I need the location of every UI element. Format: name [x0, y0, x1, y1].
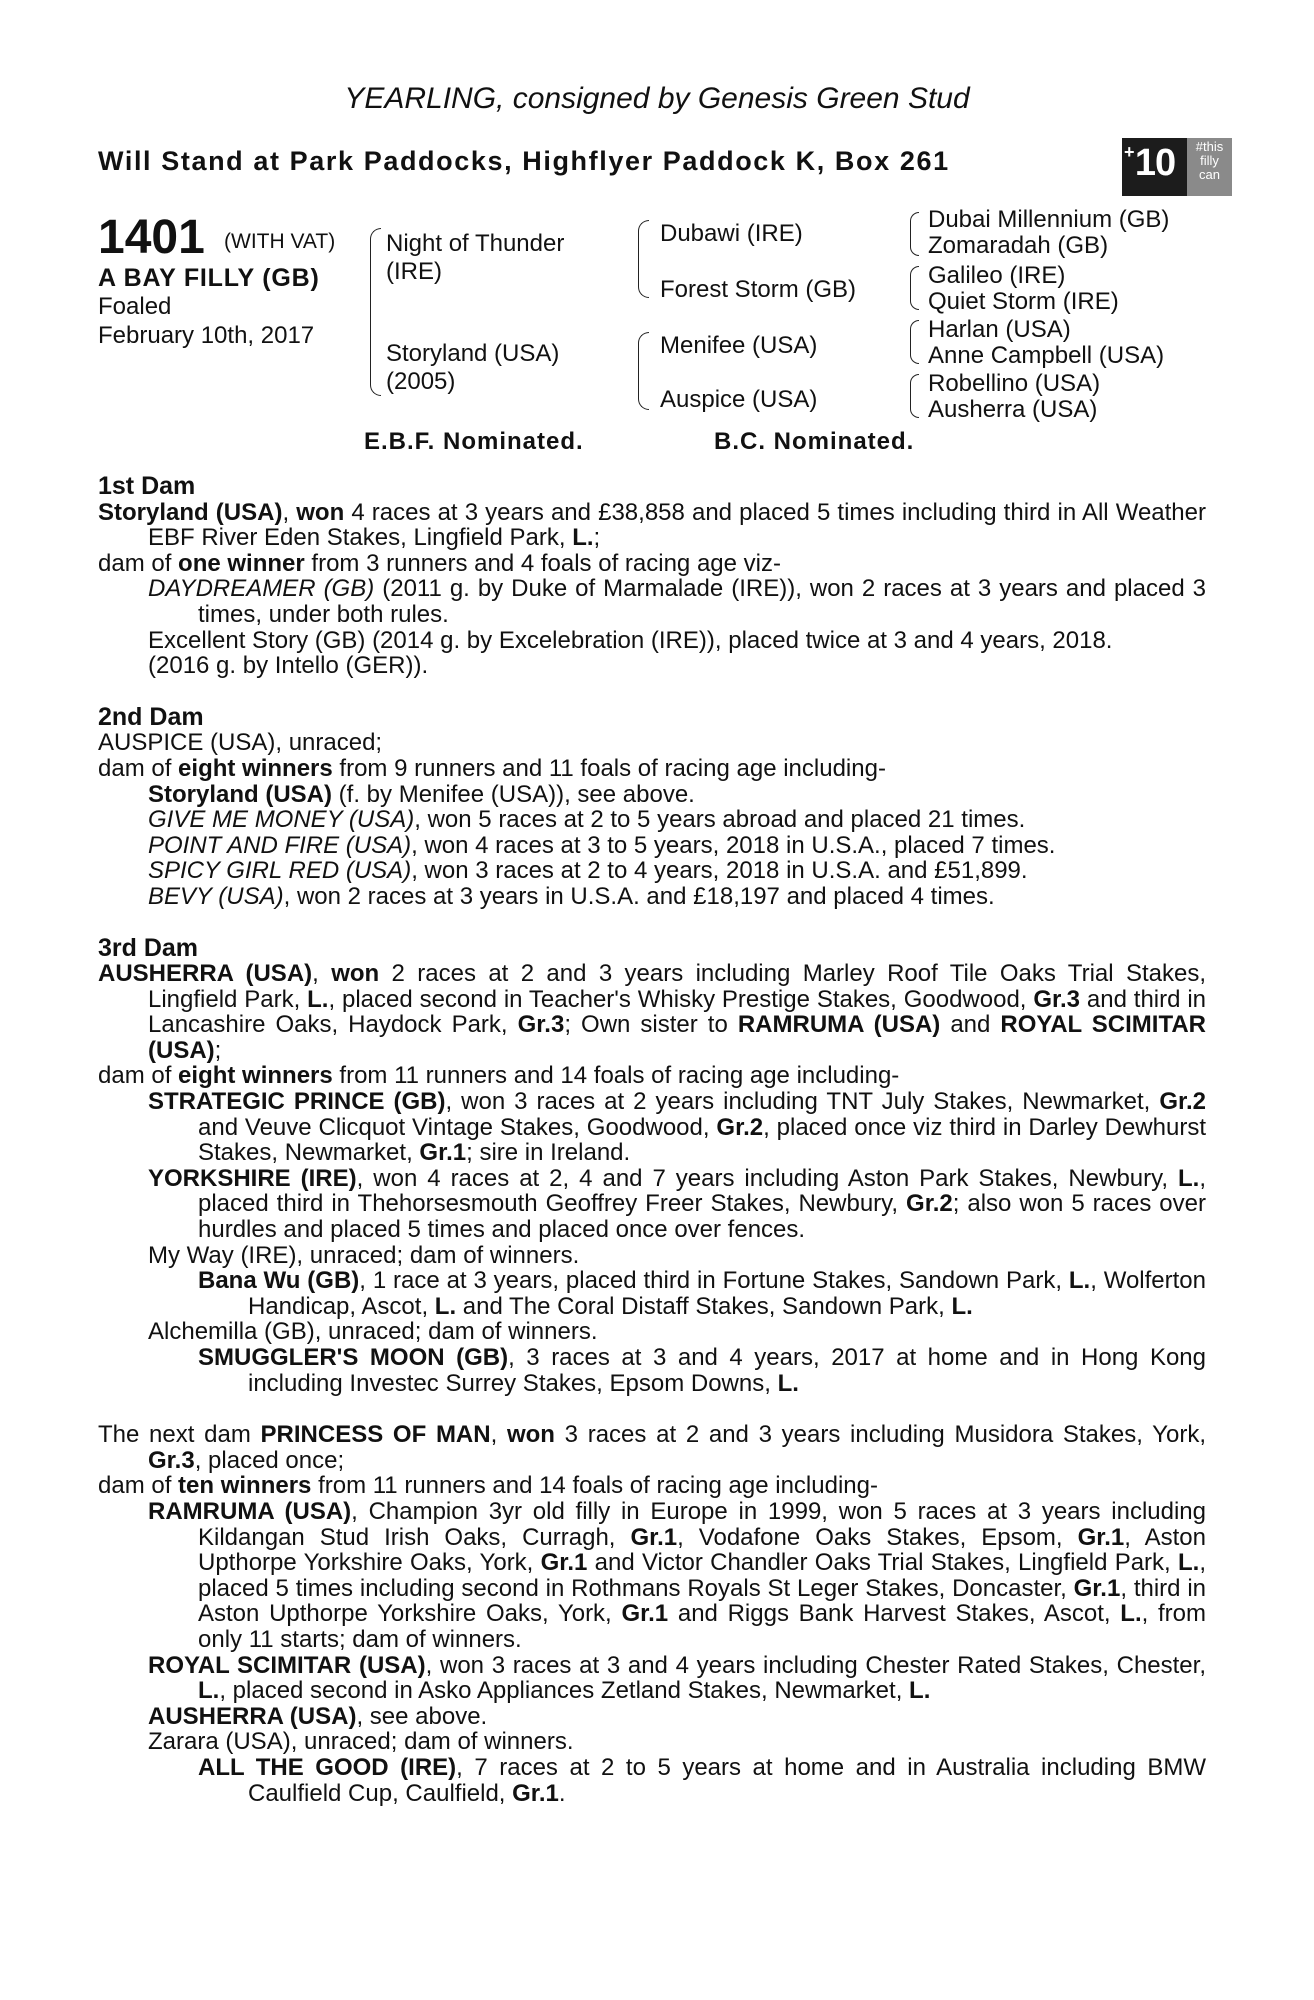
third-dam-record — [98, 961, 1206, 1063]
bc-nomination: B.C. Nominated. — [714, 428, 915, 455]
dam-name: Storyland (USA) — [98, 498, 283, 526]
group-badge: Gr.1 — [1077, 1523, 1125, 1551]
record-text: and — [940, 1011, 1001, 1039]
summary-text: dam of — [98, 1472, 179, 1500]
record-text: ; — [214, 1036, 222, 1064]
progeny-name: DAYDREAMER (GB) — [148, 575, 375, 603]
badge-plus: + — [1124, 142, 1135, 162]
third-dam-produce-summary — [98, 1063, 1206, 1089]
progeny-text: , third in Aston Upthorpe Yorkshire Oaks, York, — [198, 1574, 1207, 1628]
progeny-text: , placed once viz third in Darley Dewhurst Stakes, Newmarket, — [198, 1113, 1206, 1167]
badge-tag-line2: filly — [1200, 153, 1219, 168]
progeny-entry: Alchemilla (GB), unraced; dam of winners. — [148, 1318, 598, 1346]
pedigree-gen2-item: Menifee (USA) — [660, 332, 818, 359]
page-title: YEARLING, consigned by Genesis Green Stud — [344, 82, 970, 115]
progeny-name: ALL THE GOOD (IRE) — [198, 1753, 457, 1781]
progeny-text: and The Coral Distaff Stakes, Sandown Park, — [456, 1292, 952, 1320]
pedigree-gen3-item: Dubai Millennium (GB) — [928, 206, 1170, 233]
pedigree-gen3-item: Quiet Storm (IRE) — [928, 288, 1119, 315]
listed-badge: L. — [951, 1292, 973, 1320]
summary-text: from 11 runners and 14 foals of racing age including- — [332, 1062, 900, 1090]
group-badge: Gr.3 — [1033, 985, 1081, 1013]
badge-number: 10 — [1134, 142, 1176, 184]
progeny-text: , won 4 races at 2, 4 and 7 years including Aston Park Stakes, Newbury, — [356, 1164, 1178, 1192]
winners-count: ten winners — [178, 1472, 312, 1500]
won-label: won — [296, 498, 345, 526]
progeny-entry: Zarara (USA), unraced; dam of winners. — [148, 1728, 574, 1756]
catalogue-body — [98, 474, 1206, 1806]
sire-name-line2: (IRE) — [386, 258, 442, 285]
progeny-text: ; sire in Ireland. — [466, 1139, 631, 1167]
progeny-entry — [98, 576, 1206, 627]
listed-badge: L. — [198, 1677, 220, 1705]
pedigree-gen3-item: Galileo (IRE) — [928, 262, 1066, 289]
grand-progeny-entry — [98, 1345, 1206, 1396]
pedigree-bracket-sire-side — [638, 220, 649, 298]
progeny-name: Storyland (USA) — [148, 780, 333, 808]
dam-name: AUSHERRA (USA) — [98, 960, 313, 988]
progeny-entry — [98, 782, 1206, 808]
progeny-text: , won 2 races at 3 years in U.S.A. and £18,197 and placed 4 times. — [283, 882, 995, 910]
dam-name-line2: (2005) — [386, 368, 456, 395]
group-badge: Gr.1 — [1073, 1574, 1121, 1602]
ebf-nomination: E.B.F. Nominated. — [364, 428, 584, 455]
group-badge: Gr.1 — [621, 1600, 669, 1628]
progeny-name: ROYAL SCIMITAR (USA) — [148, 1651, 426, 1679]
progeny-text: , placed second in Asko Appliances Zetland Stakes, Newmarket, — [219, 1677, 910, 1705]
progeny-name: STRATEGIC PRINCE (GB) — [148, 1088, 446, 1116]
pedigree-gen3-item: Anne Campbell (USA) — [928, 342, 1165, 369]
group-badge: Gr.2 — [906, 1190, 953, 1218]
winners-count: eight winners — [178, 1062, 333, 1090]
dam-name: PRINCESS OF MAN — [260, 1421, 491, 1449]
progeny-name: BEVY (USA) — [148, 882, 284, 910]
record-text: , placed once; — [194, 1446, 345, 1474]
badge-tag-line3: can — [1199, 167, 1220, 182]
record-text: , placed second in Teacher's Whisky Prestige Stakes, Goodwood, — [328, 985, 1034, 1013]
progeny-name: POINT AND FIRE (USA) — [148, 831, 412, 859]
pedigree-dam — [386, 340, 559, 396]
progeny-text: and Riggs Bank Harvest Stakes, Ascot, — [668, 1600, 1121, 1628]
listed-badge: L. — [307, 985, 329, 1013]
progeny-name: YORKSHIRE (IRE) — [148, 1164, 357, 1192]
record-text: 2 races at 2 and 3 years including Marley Roof Tile Oaks Trial Stakes, Lingfield Park, — [148, 960, 1206, 1013]
progeny-entry — [98, 1653, 1206, 1704]
third-dam-heading: 3rd Dam — [98, 933, 199, 962]
group-badge: Gr.1 — [540, 1549, 588, 1577]
listed-badge: L. — [909, 1677, 931, 1705]
second-dam-heading: 2nd Dam — [98, 702, 204, 731]
progeny-name: RAMRUMA (USA) — [148, 1497, 352, 1525]
summary-text: dam of — [98, 1062, 179, 1090]
grand-progeny-entry — [98, 1268, 1206, 1319]
summary-text: from 3 runners and 4 foals of racing age viz- — [304, 549, 781, 577]
progeny-text: , Aston Upthorpe Yorkshire Oaks, York, — [198, 1523, 1206, 1577]
group-badge: Gr.1 — [512, 1779, 559, 1807]
listed-badge: L. — [1177, 1164, 1200, 1192]
progeny-text: , won 4 races at 3 to 5 years, 2018 in U.S.A., placed 7 times. — [411, 831, 1056, 859]
stand-location: Will Stand at Park Paddocks, Highflyer Paddock K, Box 261 — [98, 146, 950, 176]
pedigree-gen3-item: Zomaradah (GB) — [928, 232, 1109, 259]
progeny-entry — [98, 858, 1206, 884]
pedigree-bracket-dam-side — [638, 332, 649, 410]
summary-text: from 9 runners and 11 foals of racing age including- — [332, 754, 886, 782]
progeny-text: , won 3 races at 2 years including TNT July Stakes, Newmarket, — [445, 1088, 1160, 1116]
progeny-name: Bana Wu (GB) — [198, 1267, 360, 1295]
progeny-entry — [98, 1499, 1206, 1653]
record-text: The next dam — [98, 1421, 261, 1449]
pedigree-bracket-gen3 — [910, 374, 919, 418]
progeny-entry — [98, 833, 1206, 859]
progeny-text: , 1 race at 3 years, placed third in Fortune Stakes, Sandown Park, — [359, 1267, 1069, 1295]
progeny-text: , placed third in Thehorsesmouth Geoffrey Freer Stakes, Newbury, — [198, 1164, 1206, 1218]
progeny-text: and Victor Chandler Oaks Trial Stakes, Lingfield Park, — [587, 1549, 1178, 1577]
listed-badge: L. — [1068, 1267, 1091, 1295]
progeny-text: , Champion 3yr old filly in Europe in 1999, won 5 races at 3 years including Kildangan Stud Irish Oaks, Curragh, — [198, 1497, 1206, 1551]
next-dam-record — [98, 1422, 1206, 1473]
foaled-label: Foaled — [98, 293, 172, 320]
first-dam-produce-summary — [98, 551, 1206, 577]
badge-tag — [1187, 138, 1232, 196]
listed-badge: L. — [572, 524, 594, 552]
progeny-text: , 3 races at 3 and 4 years, 2017 at home and in Hong Kong including Investec Surrey Stakes, Epsom Downs, — [248, 1344, 1206, 1397]
progeny-name: SMUGGLER'S MOON (GB) — [198, 1344, 509, 1371]
record-text: ; Own sister to — [564, 1011, 738, 1039]
group-badge: Gr.2 — [1159, 1088, 1207, 1116]
second-dam-record: AUSPICE (USA), unraced; — [98, 729, 383, 757]
progeny-text: , Vodafone Oaks Stakes, Epsom, — [677, 1523, 1078, 1551]
lot-number: 1401 — [98, 211, 205, 264]
pedigree-gen2-item: Auspice (USA) — [660, 386, 818, 413]
pedigree-gen3-item: Harlan (USA) — [928, 316, 1071, 343]
summary-text: dam of — [98, 549, 179, 577]
listed-badge: L. — [777, 1369, 799, 1397]
pedigree-bracket-gen3 — [910, 212, 919, 256]
foaled-info — [98, 292, 314, 350]
record-text: , — [490, 1421, 507, 1449]
group-badge: Gr.1 — [630, 1523, 678, 1551]
record-text: 4 races at 3 years and £38,858 and placed 5 times including third in All Weather EBF River Eden Stakes, Lingfield Park, — [148, 498, 1206, 552]
listed-badge: L. — [1120, 1600, 1142, 1628]
group-badge: Gr.3 — [148, 1446, 195, 1474]
winners-count: one winner — [178, 549, 305, 577]
progeny-entry: My Way (IRE), unraced; dam of winners. — [148, 1241, 580, 1269]
pedigree-gen3-item: Robellino (USA) — [928, 370, 1101, 397]
badge-tag-line1: #this — [1195, 139, 1224, 154]
progeny-entry: (2016 g. by Intello (GER)). — [148, 652, 429, 680]
pedigree-gen2-item: Forest Storm (GB) — [660, 276, 857, 303]
first-dam-heading: 1st Dam — [98, 472, 196, 500]
summary-text: dam of — [98, 754, 179, 782]
progeny-text: , Wolferton Handicap, Ascot, — [248, 1267, 1206, 1320]
sire-name-line1: Night of Thunder — [386, 230, 565, 257]
progeny-entry: Excellent Story (GB) (2014 g. by Excelebration (IRE)), placed twice at 3 and 4 years, 2018. — [148, 626, 1113, 654]
pedigree-bracket-gen3 — [910, 320, 919, 364]
won-label: won — [506, 1421, 555, 1449]
next-dam-produce-summary — [98, 1473, 1206, 1499]
first-dam-record: Storyland (USA), won 4 races at 3 years and £38,858 and placed 5 times including third in All Weather EBF River Eden Stakes, Lingfield Park, L.; — [98, 498, 1206, 552]
grand-progeny-entry — [98, 1755, 1206, 1806]
progeny-text: , see above. — [356, 1702, 488, 1730]
group-badge: Gr.2 — [716, 1113, 764, 1141]
listed-badge: L. — [1178, 1549, 1200, 1577]
progeny-text: , from only 11 starts; dam of winners. — [198, 1600, 1207, 1653]
listed-badge: L. — [434, 1292, 457, 1320]
won-label: won — [331, 960, 380, 988]
group-badge: Gr.1 — [419, 1139, 467, 1167]
progeny-text: , won 5 races at 2 to 5 years abroad and placed 21 times. — [414, 806, 1026, 834]
progeny-name: SPICY GIRL RED (USA) — [148, 857, 412, 885]
progeny-text: (2011 g. by Duke of Marmalade (IRE)), won 2 races at 3 years and placed 3 times, under both rules. — [198, 575, 1207, 628]
progeny-text: ; also won 5 races over hurdles and placed 5 times and placed once over fences. — [198, 1190, 1206, 1244]
progeny-entry — [98, 1089, 1206, 1166]
vat-note: (WITH VAT) — [224, 230, 336, 253]
progeny-text: and Veuve Clicquot Vintage Stakes, Goodwood, — [198, 1113, 717, 1141]
progeny-entry — [98, 1166, 1206, 1243]
record-text: , — [312, 960, 332, 988]
progeny-entry — [98, 884, 1206, 910]
sibling-name: RAMRUMA (USA) — [737, 1011, 941, 1039]
dam-name-line1: Storyland (USA) — [386, 340, 560, 367]
record-text: 3 races at 2 and 3 years including Musidora Stakes, York, — [554, 1421, 1206, 1449]
record-text: ; — [593, 524, 601, 552]
progeny-name: GIVE ME MONEY (USA) — [148, 806, 415, 834]
progeny-entry — [98, 807, 1206, 833]
winners-count: eight winners — [178, 754, 333, 782]
lot-name: A BAY FILLY (GB) — [98, 264, 320, 292]
pedigree-bracket-gen3 — [910, 266, 919, 310]
group-badge: Gr.3 — [517, 1011, 565, 1039]
progeny-entry — [98, 1704, 1206, 1730]
second-dam-produce-summary — [98, 756, 1206, 782]
progeny-text: , won 3 races at 3 and 4 years including Chester Rated Stakes, Chester, — [425, 1651, 1206, 1679]
foaled-date: February 10th, 2017 — [98, 322, 315, 349]
progeny-text: , placed 5 times including second in Rothmans Royals St Leger Stakes, Doncaster, — [198, 1549, 1206, 1602]
progeny-text: , won 3 races at 2 to 4 years, 2018 in U.S.A. and £51,899. — [411, 857, 1028, 885]
progeny-text: . — [558, 1779, 566, 1807]
progeny-text: , 7 races at 2 to 5 years at home and in Australia including BMW Caulfield Cup, Caulfield, — [248, 1753, 1206, 1807]
progeny-text: (f. by Menifee (USA)), see above. — [332, 780, 695, 808]
pedigree-bracket-gen1 — [370, 228, 381, 396]
pedigree-sire — [386, 230, 564, 286]
summary-text: from 11 runners and 14 foals of racing age including- — [311, 1472, 878, 1500]
pedigree-gen2-item: Dubawi (IRE) — [660, 220, 803, 247]
progeny-name: AUSHERRA (USA) — [148, 1702, 357, 1730]
sibling-name: ROYAL SCIMITAR (USA) — [148, 1011, 1207, 1064]
record-text: and third in Lancashire Oaks, Haydock Park, — [148, 985, 1207, 1039]
pedigree-gen3-item: Ausherra (USA) — [928, 396, 1098, 423]
